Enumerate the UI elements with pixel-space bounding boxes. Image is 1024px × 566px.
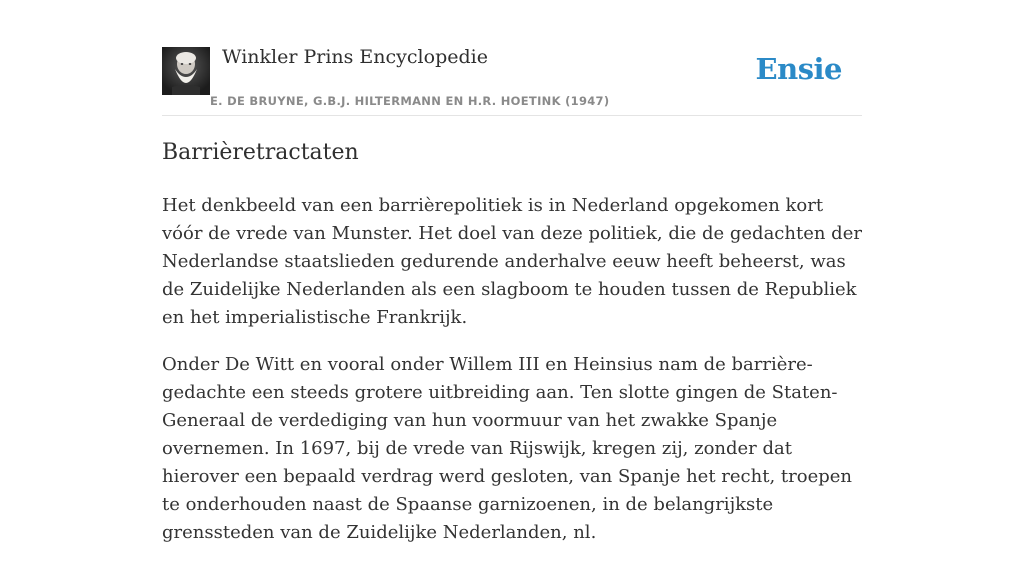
author-byline: E. DE BRUYNE, G.B.J. HILTERMANN EN H.R. HOETINK (1947) xyxy=(210,94,610,108)
site-header xyxy=(162,0,862,116)
article-body xyxy=(162,192,862,566)
article-paragraph: Onder De Witt en vooral onder Willem III en Heinsius nam de barrière-gedachte een steeds grotere uitbreiding aan. Ten slotte gingen de Staten-Generaal de verdediging van hun voormuur van het zwakke Spanje overnemen. In 1697, bij de vrede van Rijswijk, kregen zij, zonder dat hierover een bepaald verdrag werd gesloten, van Spanje het recht, troepen te onderhouden naast de Spaanse garnizoenen, in de belangrijkste grenssteden van de Zuidelijke Nederlanden, nl. xyxy=(162,354,852,543)
article-title: Barrièretractaten xyxy=(162,140,359,165)
brand-logo[interactable]: Ensie xyxy=(755,52,842,86)
site-title[interactable]: Winkler Prins Encyclopedie xyxy=(222,46,488,68)
author-avatar-icon xyxy=(162,47,210,95)
page-content xyxy=(162,0,862,543)
article-paragraph: Het denkbeeld van een barrièrepolitiek is in Nederland opgekomen kort vóór de vrede van Munster. Het doel van deze politiek, die de gedachten der Nederlandse staatslieden gedurende anderhalve eeuw heeft beheerst, was de Zuidelijke Nederlanden als een slagboom te houden tussen de Republiek en het imperialistische Frankrijk. xyxy=(162,195,862,328)
